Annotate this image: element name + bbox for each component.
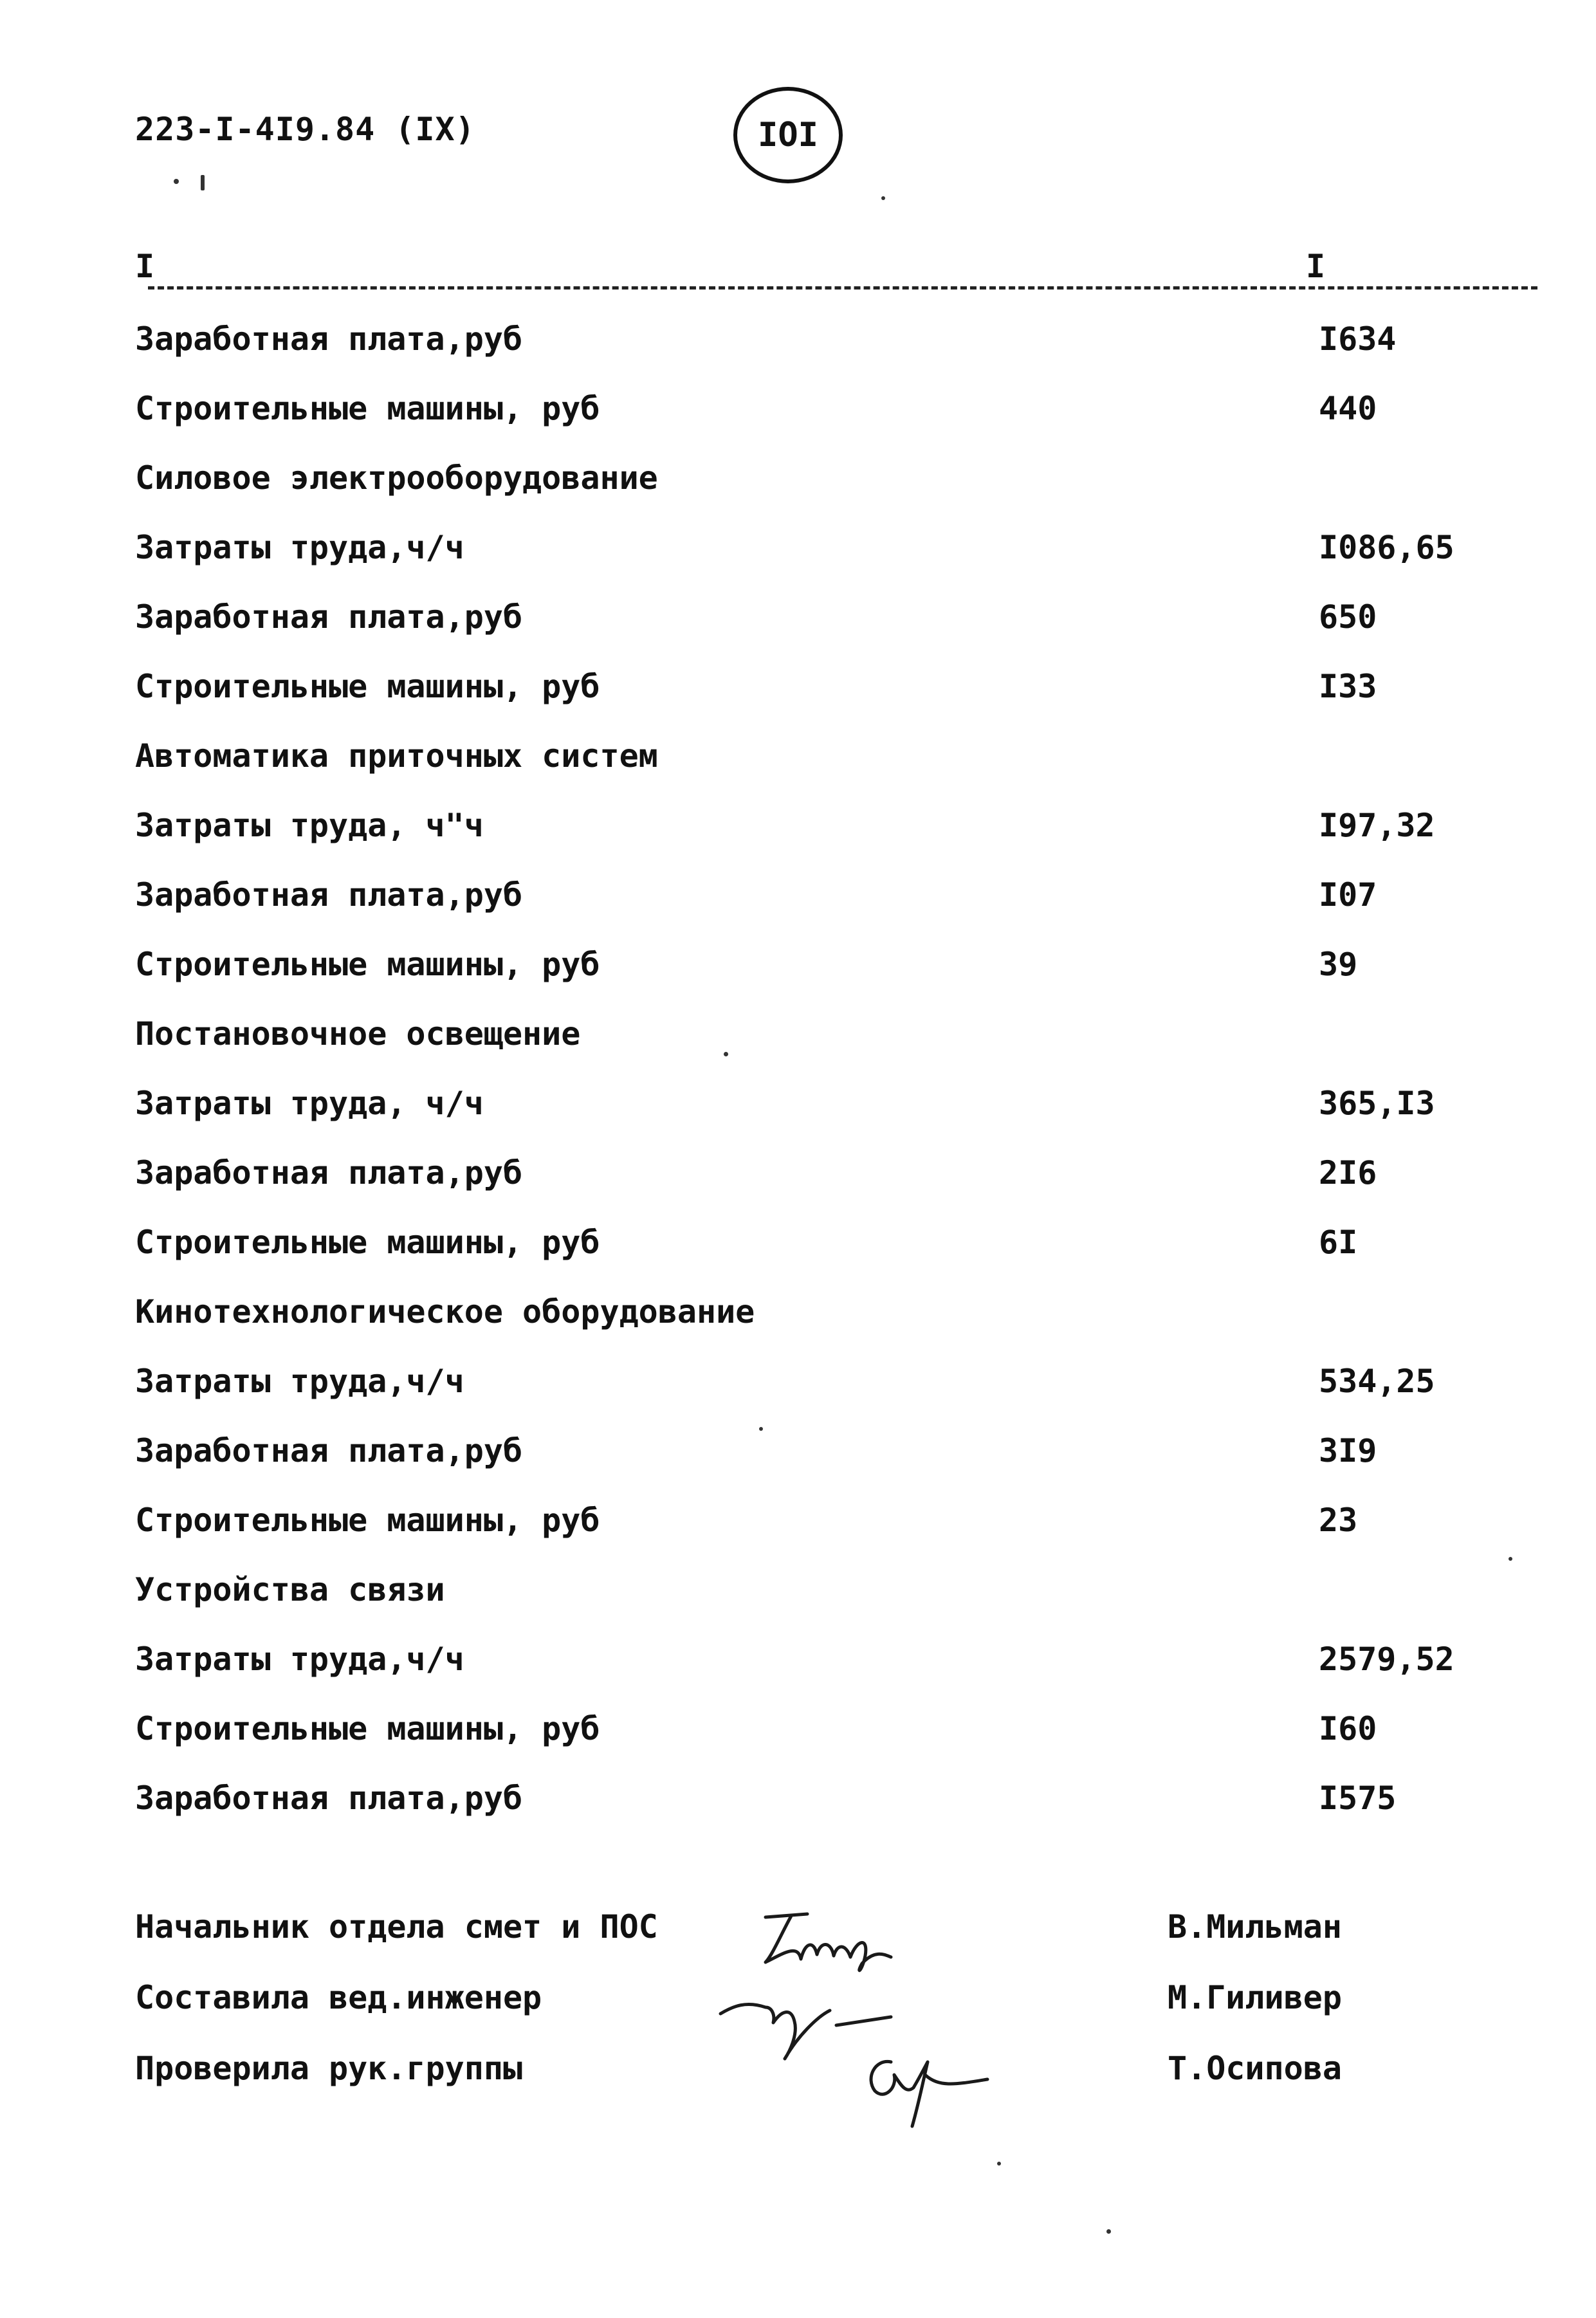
row-value: 440 xyxy=(1319,390,1377,427)
section-heading: Постановочное освещение xyxy=(135,1015,581,1053)
row-label: Строительные машины, руб xyxy=(135,668,600,705)
row-value: I60 xyxy=(1319,1710,1377,1747)
handwritten-signatures xyxy=(669,1879,1068,2149)
scan-speck xyxy=(724,1052,728,1056)
row-value: 2I6 xyxy=(1319,1154,1377,1191)
section-heading: Автоматика приточных систем xyxy=(135,737,658,775)
scan-speck xyxy=(759,1427,763,1431)
signatory-name: В.Мильман xyxy=(1168,1908,1342,1945)
scan-speck xyxy=(1509,1557,1512,1561)
table-row xyxy=(135,525,1544,594)
table-row xyxy=(135,594,1544,664)
header-divider xyxy=(148,286,1537,290)
row-value: 6I xyxy=(1319,1224,1358,1261)
cost-table xyxy=(135,317,1544,1845)
row-label: Затраты труда,ч/ч xyxy=(135,1641,464,1678)
scan-speck xyxy=(997,2162,1001,2166)
scan-speck xyxy=(881,196,885,200)
table-row xyxy=(135,1289,1544,1359)
row-value: I07 xyxy=(1319,876,1377,914)
row-value: 3I9 xyxy=(1319,1432,1377,1469)
row-value: 39 xyxy=(1319,946,1358,983)
table-row xyxy=(135,455,1544,525)
row-label: Строительные машины, руб xyxy=(135,946,600,983)
row-value: 534,25 xyxy=(1319,1363,1435,1400)
row-label: Строительные машины, руб xyxy=(135,1502,600,1539)
table-row xyxy=(135,1706,1544,1776)
column-marker-left: I xyxy=(135,248,155,285)
row-label: Затраты труда, ч"ч xyxy=(135,807,484,844)
scan-speck xyxy=(1106,2229,1111,2234)
section-heading: Силовое электрооборудование xyxy=(135,459,658,497)
table-row xyxy=(135,872,1544,942)
table-row xyxy=(135,1081,1544,1150)
row-value: 23 xyxy=(1319,1502,1358,1539)
row-value: 365,I3 xyxy=(1319,1085,1435,1122)
table-row xyxy=(135,1498,1544,1567)
row-value: 2579,52 xyxy=(1319,1641,1454,1678)
signatory-role: Начальник отдела смет и ПОС xyxy=(135,1908,658,1945)
signature-stroke-3 xyxy=(871,2061,987,2126)
row-label: Строительные машины, руб xyxy=(135,390,600,427)
row-label: Заработная плата,руб xyxy=(135,1780,523,1817)
section-heading: Устройства связи xyxy=(135,1571,445,1608)
table-row xyxy=(135,1428,1544,1498)
table-row xyxy=(135,386,1544,455)
scan-speck xyxy=(201,175,205,190)
row-label: Затраты труда,ч/ч xyxy=(135,529,464,566)
table-row xyxy=(135,1637,1544,1706)
column-marker-right: I xyxy=(1306,248,1326,285)
row-label: Затраты труда, ч/ч xyxy=(135,1085,484,1122)
table-row xyxy=(135,664,1544,733)
document-code: 223-I-4I9.84 (IX) xyxy=(135,111,475,148)
row-label: Строительные машины, руб xyxy=(135,1710,600,1747)
signatory-role: Составила вед.инженер xyxy=(135,1979,542,2016)
table-row xyxy=(135,1567,1544,1637)
column-header-row xyxy=(135,248,1544,286)
table-row xyxy=(135,942,1544,1011)
row-label: Строительные машины, руб xyxy=(135,1224,600,1261)
table-row xyxy=(135,1220,1544,1289)
signatory-name: М.Гиливер xyxy=(1168,1979,1342,2016)
table-row xyxy=(135,1776,1544,1845)
table-row xyxy=(135,1150,1544,1220)
page-number: IOI xyxy=(758,116,818,154)
row-value: I97,32 xyxy=(1319,807,1435,844)
scan-speck xyxy=(174,179,179,184)
row-value: I634 xyxy=(1319,320,1397,358)
row-value: 650 xyxy=(1319,598,1377,636)
signatory-name: Т.Осипова xyxy=(1168,2050,1342,2087)
signatory-role: Проверила рук.группы xyxy=(135,2050,523,2087)
signature-stroke-2 xyxy=(720,2004,891,2059)
row-label: Заработная плата,руб xyxy=(135,1432,523,1469)
signature-stroke-1 xyxy=(766,1914,891,1971)
table-row xyxy=(135,733,1544,803)
table-row xyxy=(135,803,1544,872)
row-value: I575 xyxy=(1319,1780,1397,1817)
section-heading: Кинотехнологическое оборудование xyxy=(135,1293,755,1330)
table-row xyxy=(135,317,1544,386)
row-label: Заработная плата,руб xyxy=(135,320,523,358)
table-row xyxy=(135,1359,1544,1428)
row-value: I33 xyxy=(1319,668,1377,705)
row-label: Затраты труда,ч/ч xyxy=(135,1363,464,1400)
page-number-stamp xyxy=(733,87,843,183)
row-value: I086,65 xyxy=(1319,529,1454,566)
row-label: Заработная плата,руб xyxy=(135,598,523,636)
row-label: Заработная плата,руб xyxy=(135,1154,523,1191)
table-row xyxy=(135,1011,1544,1081)
row-label: Заработная плата,руб xyxy=(135,876,523,914)
